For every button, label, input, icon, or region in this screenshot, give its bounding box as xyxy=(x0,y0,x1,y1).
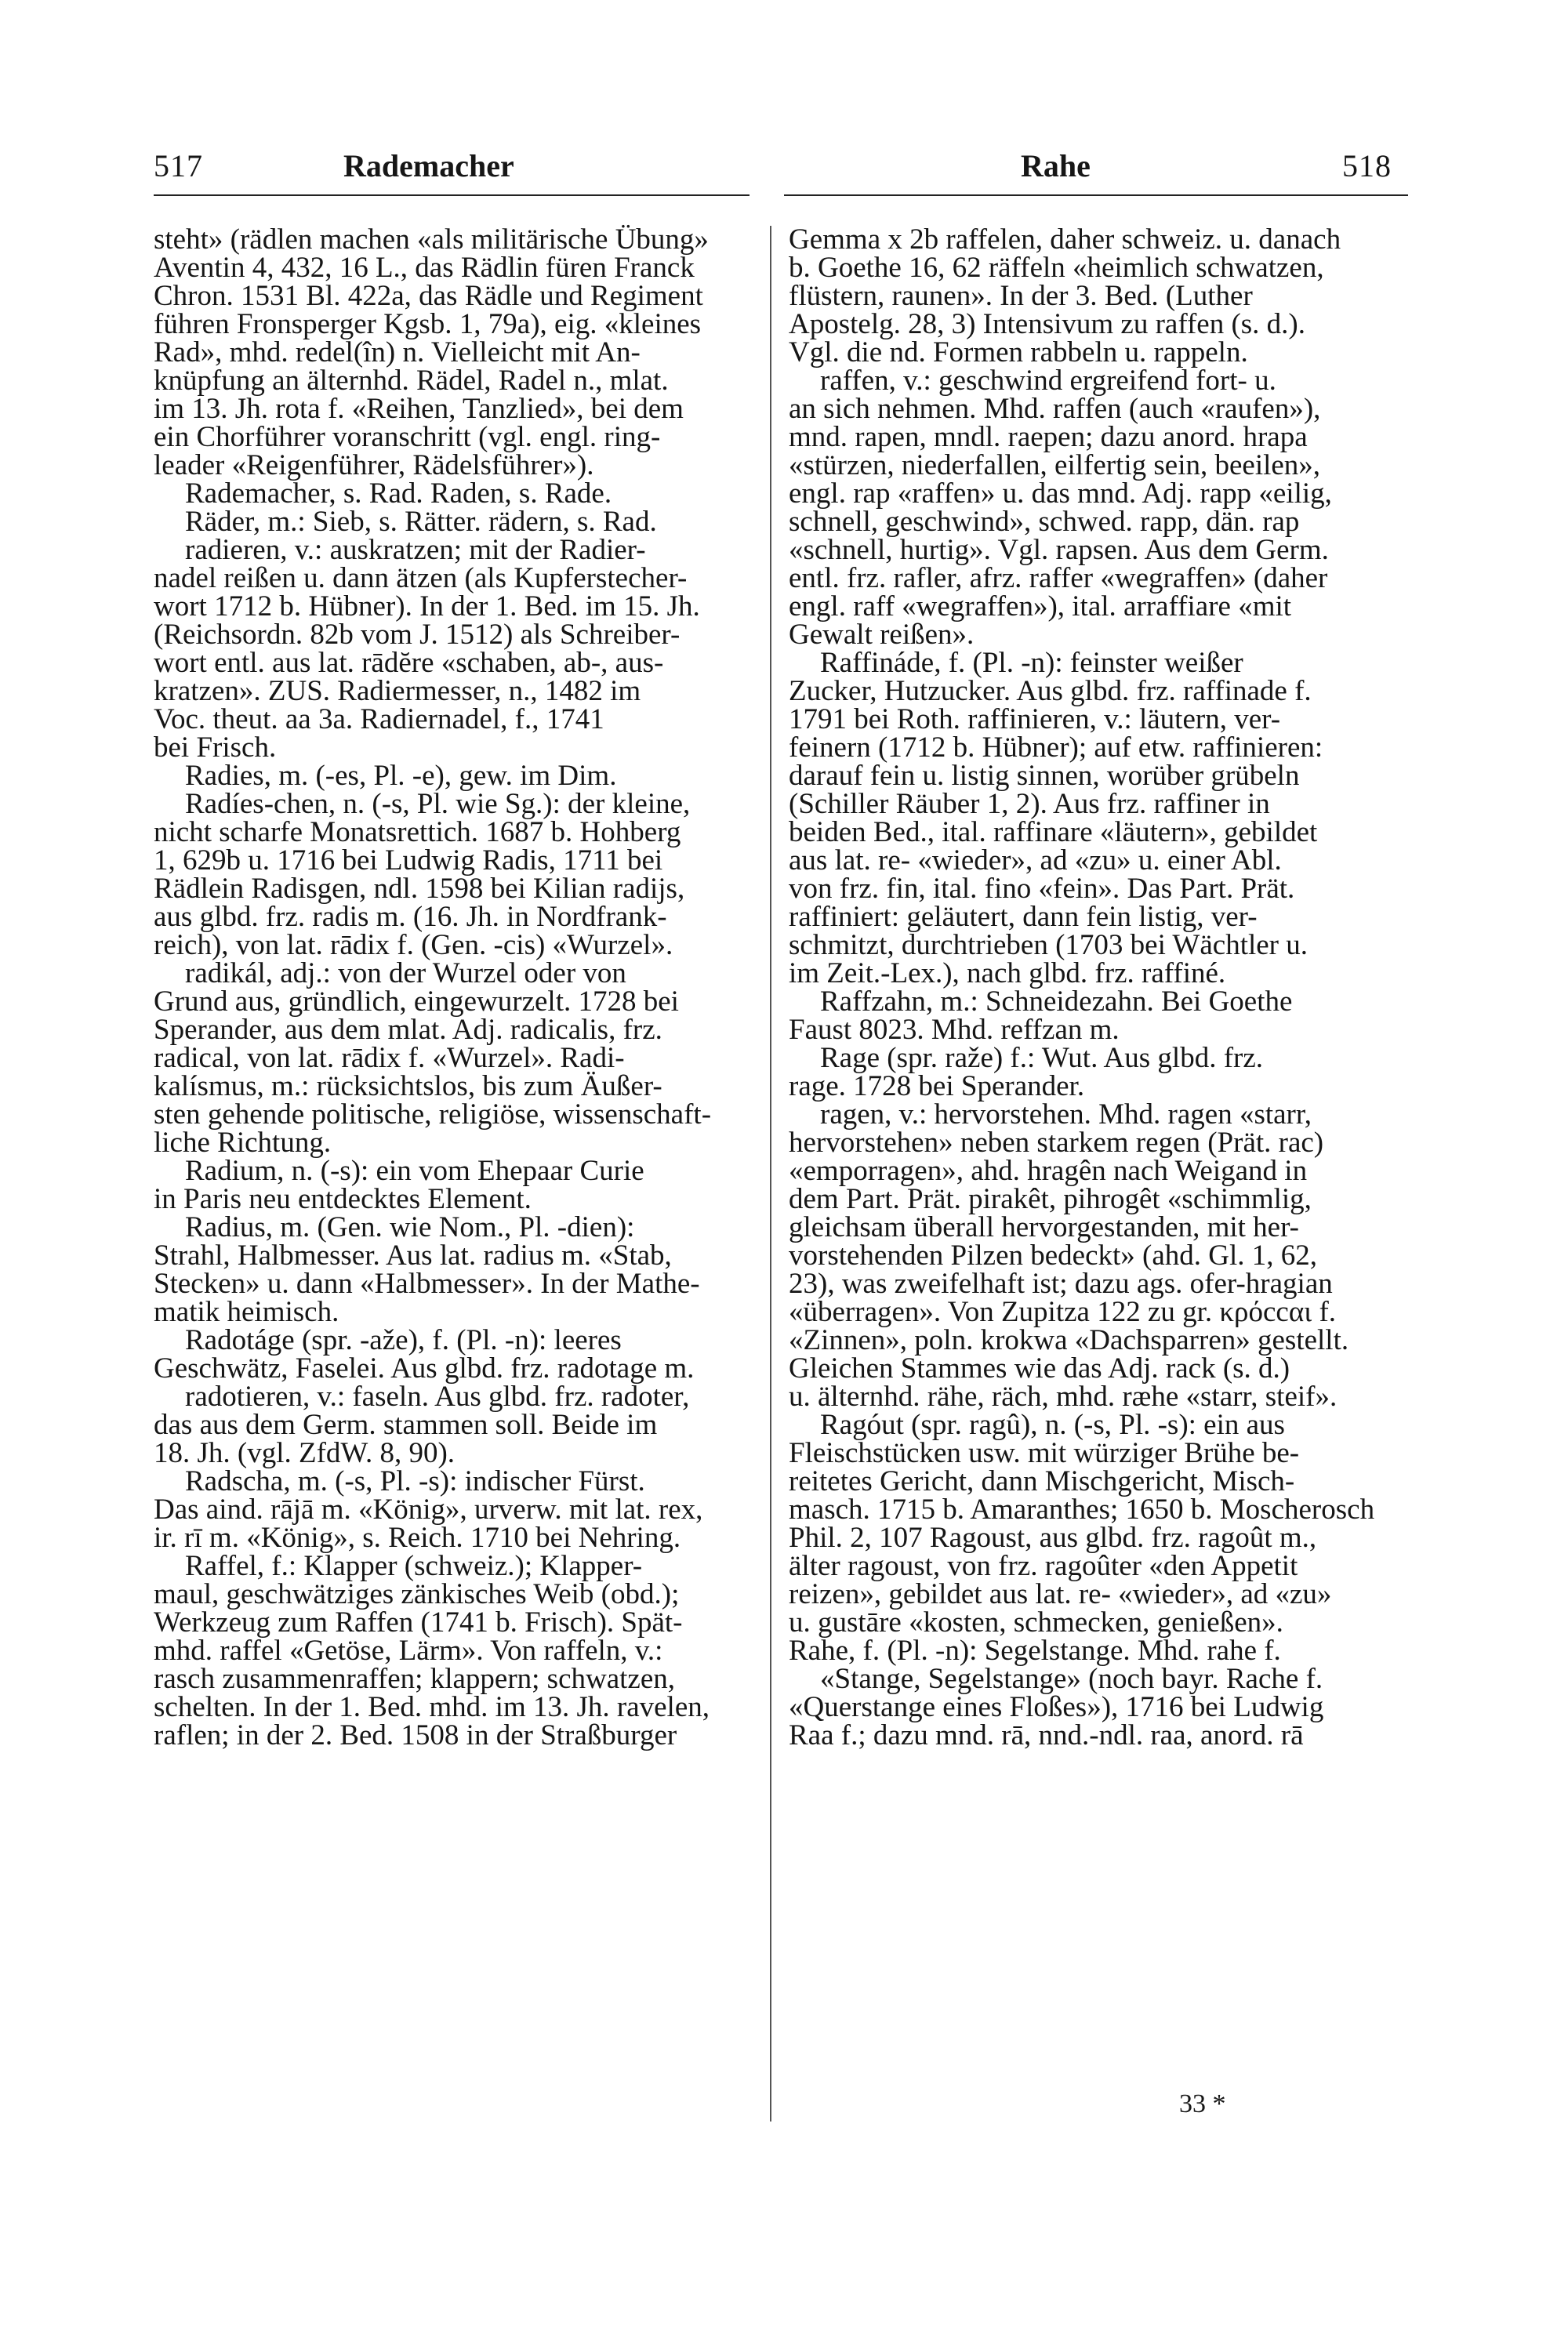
text-line: steht» (rädlen machen «als militärische Übung» xyxy=(154,223,709,256)
text-line: «schnell, hurtig». Vgl. rapsen. Aus dem Germ. xyxy=(789,534,1329,566)
text-line: radieren, v.: auskratzen; mit der Radier- xyxy=(185,534,646,566)
text-line: engl. raff «wegraffen»), ital. arraffiare «mit xyxy=(789,590,1292,622)
text-line: Raffináde, f. (Pl. -n): feinster weißer xyxy=(820,647,1243,679)
text-line: matik heimisch. xyxy=(154,1296,339,1328)
text-line: 23), was zweifelhaft ist; dazu ags. ofer-hragian xyxy=(789,1268,1333,1300)
text-line: 18. Jh. (vgl. ZfdW. 8, 90). xyxy=(154,1437,456,1469)
text-line: Ragóut (spr. ragû), n. (-s, Pl. -s): ein aus xyxy=(820,1409,1285,1441)
text-line: Werkzeug zum Raffen (1741 b. Frisch). Spät- xyxy=(154,1606,683,1639)
right-header-rule xyxy=(784,194,1408,196)
text-line: Raa f.; dazu mnd. rā, nnd.-ndl. raa, anord. rā xyxy=(789,1719,1304,1751)
text-line: Zucker, Hutzucker. Aus glbd. frz. raffinade f. xyxy=(789,675,1312,707)
right-header-keyword: Rahe xyxy=(1021,148,1091,183)
text-line: wort entl. aus lat. rādĕre «schaben, ab-, aus- xyxy=(154,647,664,679)
text-line: Raffzahn, m.: Schneidezahn. Bei Goethe xyxy=(820,985,1293,1018)
text-line: von frz. fin, ital. fino «fein». Das Part. Prät. xyxy=(789,873,1295,905)
text-line: Gemma x 2b raffelen, daher schweiz. u. danach xyxy=(789,223,1341,256)
text-line: b. Goethe 16, 62 räffeln «heimlich schwatzen, xyxy=(789,252,1324,284)
text-line: Phil. 2, 107 Ragoust, aus glbd. frz. ragoût m., xyxy=(789,1522,1317,1554)
text-line: Räder, m.: Sieb, s. Rätter. rädern, s. Rad. xyxy=(185,506,657,538)
text-line: Radius, m. (Gen. wie Nom., Pl. -dien): xyxy=(185,1211,635,1243)
text-line: Radotáge (spr. -aže), f. (Pl. -n): leeres xyxy=(185,1324,622,1356)
text-line: kratzen». ZUS. Radiermesser, n., 1482 im xyxy=(154,675,641,707)
text-line: ragen, v.: hervorstehen. Mhd. ragen «starr, xyxy=(820,1098,1312,1131)
text-line: darauf fein u. listig sinnen, worüber grübeln xyxy=(789,760,1300,792)
text-line: beiden Bed., ital. raffinare «läutern», gebildet xyxy=(789,816,1318,848)
text-line: hervorstehen» neben starkem regen (Prät. rac) xyxy=(789,1127,1324,1159)
text-line: Vgl. die nd. Formen rabbeln u. rappeln. xyxy=(789,336,1248,368)
text-line: mnd. rapen, mndl. raepen; dazu anord. hrapa xyxy=(789,421,1308,453)
text-line: Faust 8023. Mhd. reffzan m. xyxy=(789,1014,1120,1046)
text-line: Strahl, Halbmesser. Aus lat. radius m. «Stab, xyxy=(154,1240,672,1272)
text-line: radical, von lat. rādix f. «Wurzel». Radi- xyxy=(154,1042,625,1074)
text-line: nicht scharfe Monatsrettich. 1687 b. Hohberg xyxy=(154,816,681,848)
text-line: Radíes-chen, n. (-s, Pl. wie Sg.): der kleine, xyxy=(185,788,691,820)
text-line: Gewalt reißen». xyxy=(789,619,975,651)
text-line: aus lat. re- «wieder», ad «zu» u. einer Abl. xyxy=(789,844,1282,877)
text-line: raffiniert: geläutert, dann fein listig, ver- xyxy=(789,901,1258,933)
text-line: u. älternhd. rähe, räch, mhd. ræhe «starr, steif». xyxy=(789,1381,1338,1413)
text-line: raflen; in der 2. Bed. 1508 in der Straßburger xyxy=(154,1719,677,1751)
text-line: «Stange, Segelstange» (noch bayr. Rache f. xyxy=(820,1663,1323,1695)
text-line: Rahe, f. (Pl. -n): Segelstange. Mhd. rahe f. xyxy=(789,1635,1281,1667)
text-line: «Querstange eines Floßes»), 1716 bei Ludwig xyxy=(789,1691,1324,1723)
text-line: Stecken» u. dann «Halbmesser». In der Mathe- xyxy=(154,1268,700,1300)
text-line: flüstern, raunen». In der 3. Bed. (Luther xyxy=(789,280,1253,312)
text-line: reizen», gebildet aus lat. re- «wieder», ad «zu» xyxy=(789,1578,1332,1610)
text-line: bei Frisch. xyxy=(154,731,277,764)
text-line: Sperander, aus dem mlat. Adj. radicalis, frz. xyxy=(154,1014,662,1046)
text-line: liche Richtung. xyxy=(154,1127,332,1159)
text-line: 1, 629b u. 1716 bei Ludwig Radis, 1711 bei xyxy=(154,844,663,877)
right-page-number: 518 xyxy=(1342,148,1392,183)
left-page-number: 517 xyxy=(154,148,203,183)
text-line: entl. frz. rafler, afrz. raffer «wegraffen» (daher xyxy=(789,562,1328,594)
text-line: «Zinnen», poln. krokwa «Dachsparren» gestellt. xyxy=(789,1324,1349,1356)
text-line: radikál, adj.: von der Wurzel oder von xyxy=(185,957,626,989)
text-line: reich), von lat. rādix f. (Gen. -cis) «Wurzel». xyxy=(154,929,673,961)
text-line: nadel reißen u. dann ätzen (als Kupferstecher- xyxy=(154,562,688,594)
text-line: Aventin 4, 432, 16 L., das Rädlin füren Franck xyxy=(154,252,695,284)
right-text-column xyxy=(789,223,1408,1751)
text-line: schelten. In der 1. Bed. mhd. im 13. Jh. ravelen, xyxy=(154,1691,710,1723)
text-line: Rad», mhd. redel(în) n. Vielleicht mit An- xyxy=(154,336,641,368)
text-line: Rädlein Radisgen, ndl. 1598 bei Kilian radijs, xyxy=(154,873,685,905)
text-line: u. gustāre «kosten, schmecken, genießen». xyxy=(789,1606,1283,1639)
text-line: Radscha, m. (-s, Pl. -s): indischer Fürst. xyxy=(185,1465,645,1497)
text-line: «stürzen, niederfallen, eilfertig sein, beeilen», xyxy=(789,449,1321,481)
text-line: «emporragen», ahd. hragên nach Weigand in xyxy=(789,1155,1308,1187)
text-line: rasch zusammenraffen; klappern; schwatzen, xyxy=(154,1663,676,1695)
text-line: gleichsam überall hervorgestanden, mit her- xyxy=(789,1211,1299,1243)
text-line: radotieren, v.: faseln. Aus glbd. frz. radoter, xyxy=(185,1381,690,1413)
text-line: leader «Reigenführer, Rädelsführer»). xyxy=(154,449,594,481)
column-divider xyxy=(770,226,771,2122)
text-line: (Schiller Räuber 1, 2). Aus frz. raffiner in xyxy=(789,788,1270,820)
text-line: knüpfung an älternhd. Rädel, Radel n., mlat. xyxy=(154,365,669,397)
text-line: Raffel, f.: Klapper (schweiz.); Klapper- xyxy=(185,1550,643,1582)
text-line: rage. 1728 bei Sperander. xyxy=(789,1070,1085,1102)
signature-mark: 33 * xyxy=(1179,2089,1226,2118)
text-line: Das aind. rājā m. «König», urverw. mit lat. rex, xyxy=(154,1494,703,1526)
text-line: schnell, geschwind», schwed. rapp, dän. rap xyxy=(789,506,1300,538)
text-line: führen Fronsperger Kgsb. 1, 79a), eig. «kleines xyxy=(154,308,702,340)
text-line: mhd. raffel «Getöse, Lärm». Von raffeln, v.: xyxy=(154,1635,663,1667)
text-line: maul, geschwätziges zänkisches Weib (obd.); xyxy=(154,1578,680,1610)
text-line: (Reichsordn. 82b vom J. 1512) als Schreiber- xyxy=(154,619,681,651)
text-line: reitetes Gericht, dann Mischgericht, Misch- xyxy=(789,1465,1295,1497)
text-line: «überragen». Von Zupitza 122 zu gr. κρόccαι f. xyxy=(789,1296,1337,1328)
text-line: im 13. Jh. rota f. «Reihen, Tanzlied», bei dem xyxy=(154,393,684,425)
text-line: Gleichen Stammes wie das Adj. rack (s. d.) xyxy=(789,1352,1290,1385)
text-line: Radium, n. (-s): ein vom Ehepaar Curie xyxy=(185,1155,644,1187)
text-line: wort 1712 b. Hübner). In der 1. Bed. im 15. Jh. xyxy=(154,590,700,622)
text-line: in Paris neu entdecktes Element. xyxy=(154,1183,532,1215)
text-line: Fleischstücken usw. mit würziger Brühe be- xyxy=(789,1437,1300,1469)
text-line: vorstehenden Pilzen bedeckt» (ahd. Gl. 1, 62, xyxy=(789,1240,1318,1272)
text-line: Voc. theut. aa 3a. Radiernadel, f., 1741 xyxy=(154,703,604,735)
text-line: Grund aus, gründlich, eingewurzelt. 1728 bei xyxy=(154,985,679,1018)
text-line: schmitzt, durchtrieben (1703 bei Wächtler u. xyxy=(789,929,1308,961)
text-line: an sich nehmen. Mhd. raffen (auch «raufen»), xyxy=(789,393,1321,425)
text-line: Chron. 1531 Bl. 422a, das Rädle und Regiment xyxy=(154,280,703,312)
text-line: dem Part. Prät. pirakêt, pihrogêt «schimmlig, xyxy=(789,1183,1312,1215)
text-line: Rademacher, s. Rad. Raden, s. Rade. xyxy=(185,477,612,510)
text-line: ein Chorführer voranschritt (vgl. engl. ring- xyxy=(154,421,661,453)
text-line: masch. 1715 b. Amaranthes; 1650 b. Moscherosch xyxy=(789,1494,1375,1526)
text-line: ir. rī m. «König», s. Reich. 1710 bei Nehring. xyxy=(154,1522,681,1554)
text-line: engl. rap «raffen» u. das mnd. Adj. rapp «eilig, xyxy=(789,477,1332,510)
text-line: aus glbd. frz. radis m. (16. Jh. in Nordfrank- xyxy=(154,901,667,933)
text-line: 1791 bei Roth. raffinieren, v.: läutern, ver- xyxy=(789,703,1281,735)
text-line: sten gehende politische, religiöse, wissenschaft- xyxy=(154,1098,712,1131)
left-header-rule xyxy=(154,194,750,196)
text-line: Rage (spr. raže) f.: Wut. Aus glbd. frz. xyxy=(820,1042,1264,1074)
text-line: Radies, m. (-es, Pl. -e), gew. im Dim. xyxy=(185,760,617,792)
text-line: älter ragoust, von frz. ragoûter «den Appetit xyxy=(789,1550,1298,1582)
text-line: Apostelg. 28, 3) Intensivum zu raffen (s. d.). xyxy=(789,308,1306,340)
text-line: im Zeit.-Lex.), nach glbd. frz. raffiné. xyxy=(789,957,1226,989)
left-text-column xyxy=(154,223,750,1751)
text-line: das aus dem Germ. stammen soll. Beide im xyxy=(154,1409,658,1441)
left-header-keyword: Rademacher xyxy=(343,148,514,183)
text-line: Geschwätz, Faselei. Aus glbd. frz. radotage m. xyxy=(154,1352,695,1385)
text-line: feinern (1712 b. Hübner); auf etw. raffinieren: xyxy=(789,731,1323,764)
text-line: raffen, v.: geschwind ergreifend fort- u. xyxy=(820,365,1276,397)
text-line: kalísmus, m.: rücksichtslos, bis zum Äußer- xyxy=(154,1070,662,1102)
